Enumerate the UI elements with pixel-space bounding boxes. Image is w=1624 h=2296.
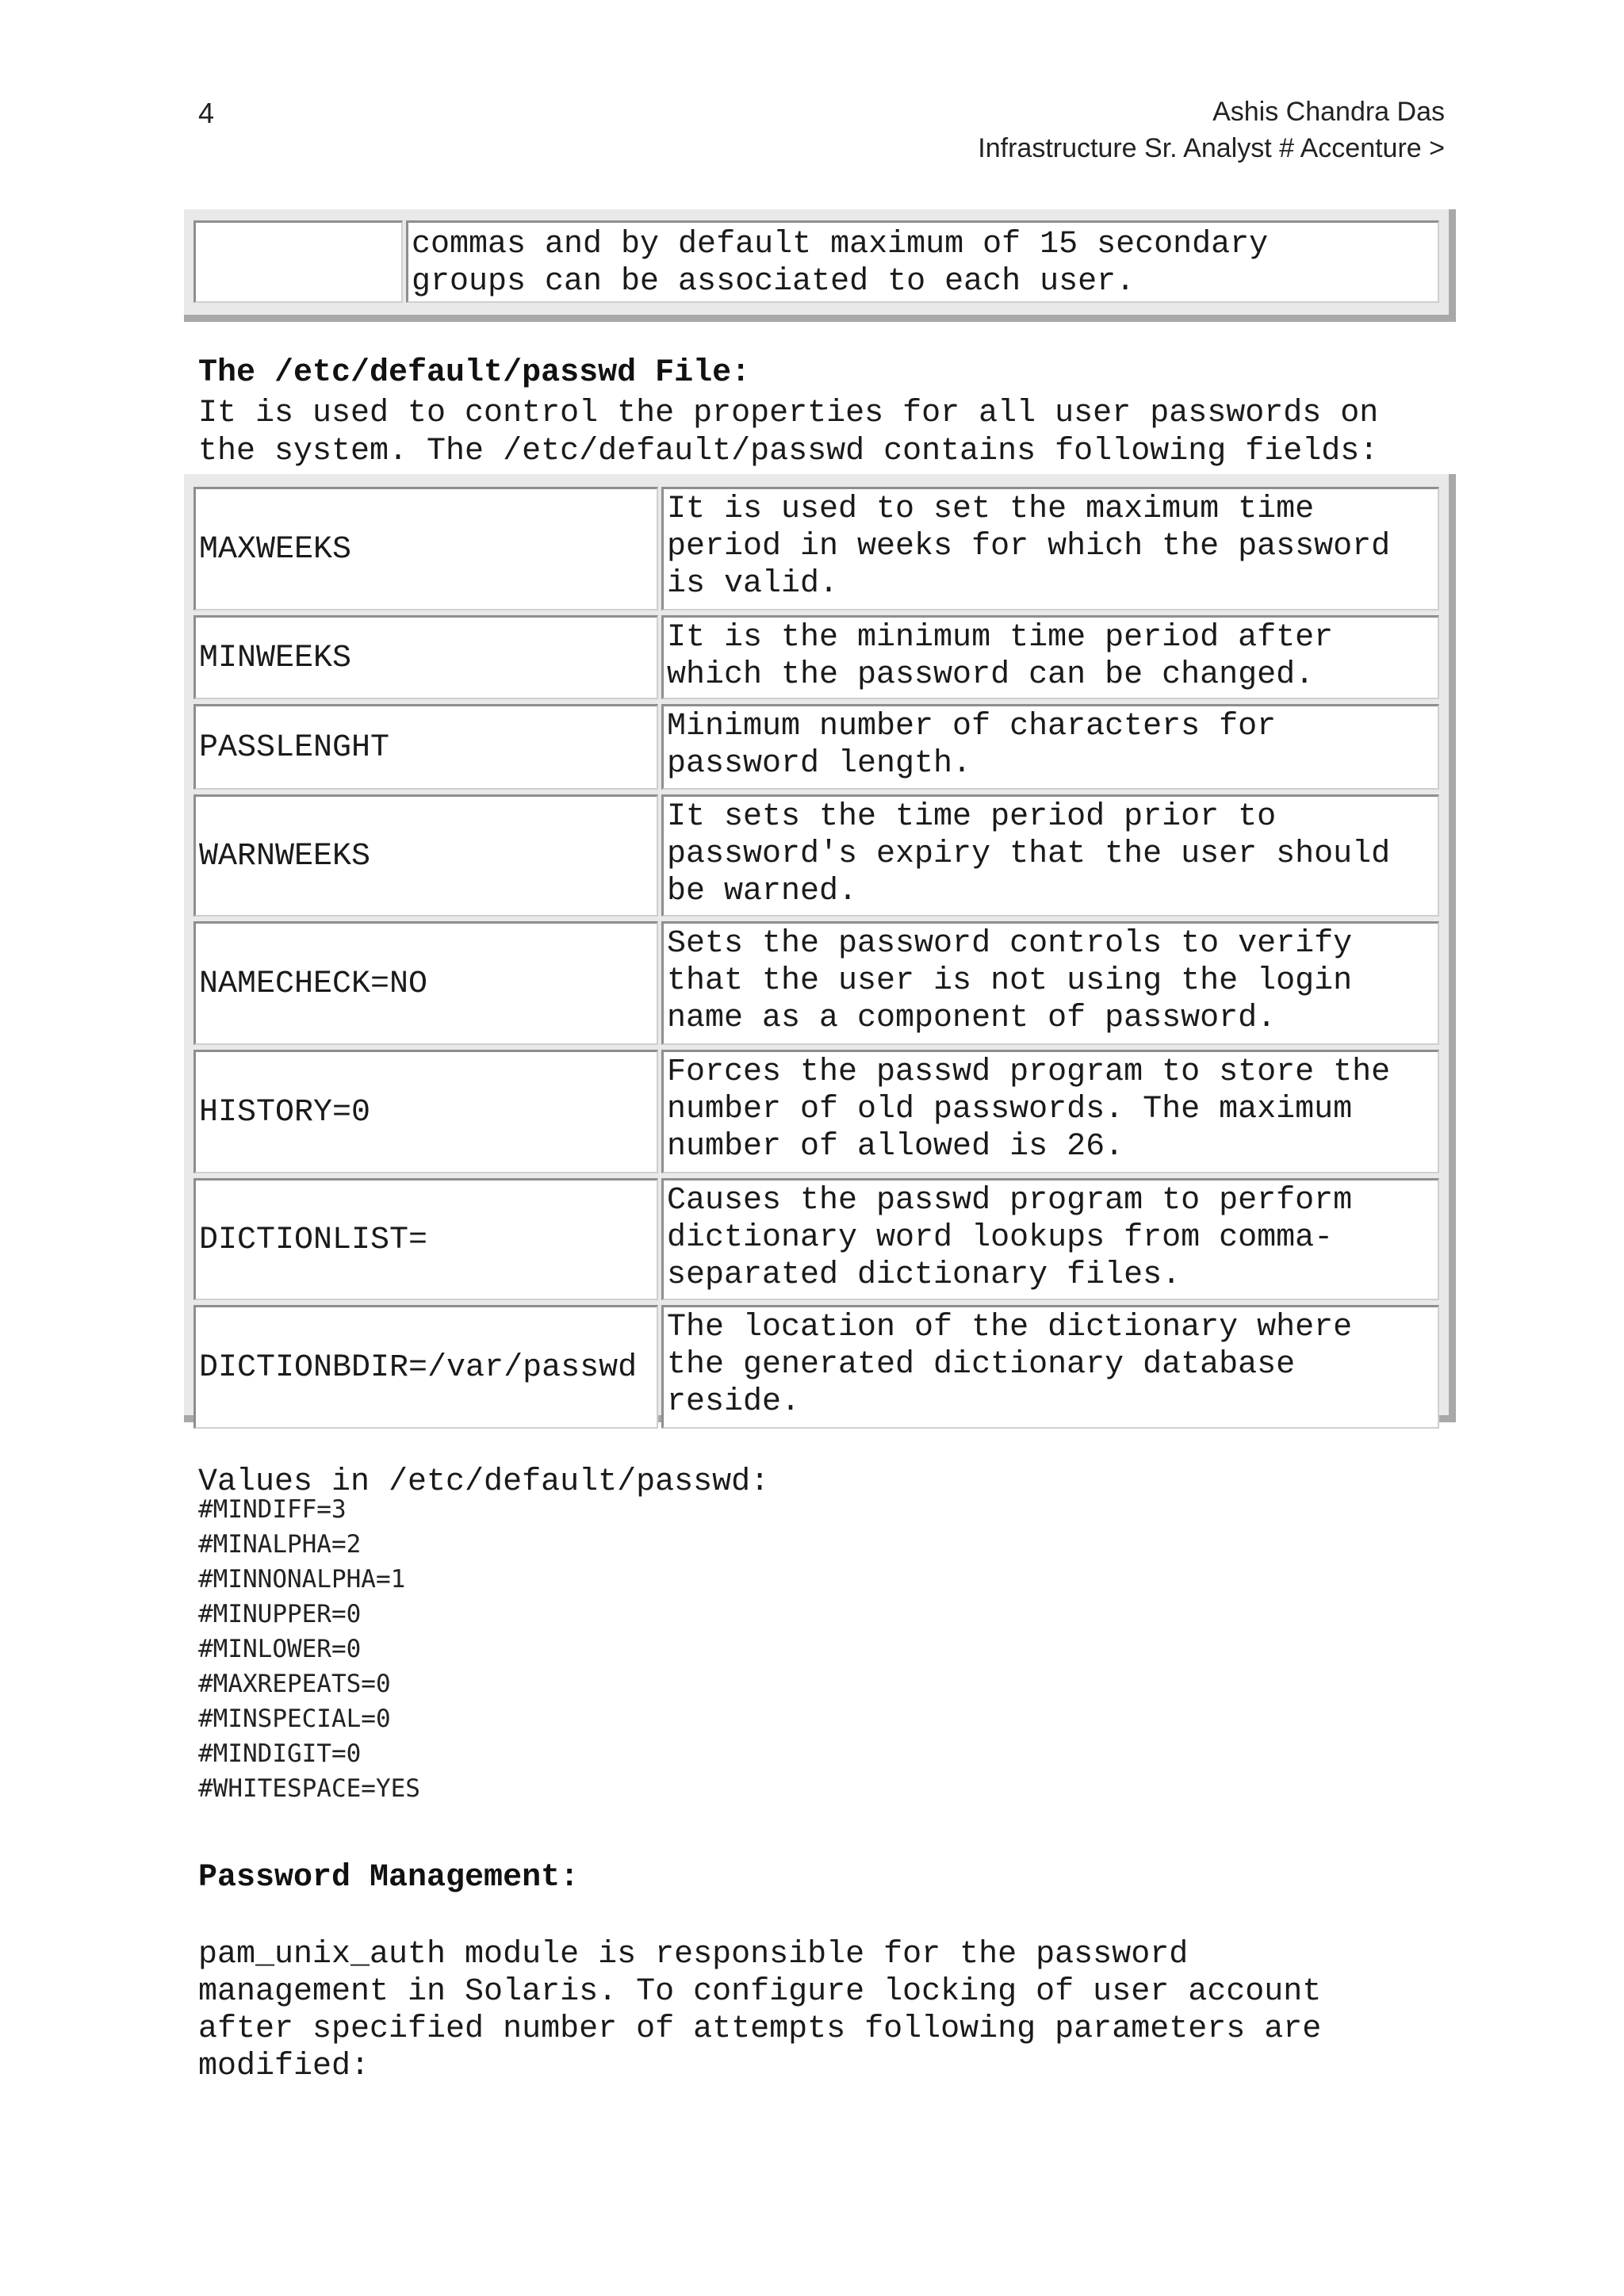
field-description-line: name as a component of password.: [667, 1001, 1277, 1036]
field-description-line: It is used to set the maximum time: [667, 492, 1315, 527]
field-description-line: password's expiry that the user should: [667, 836, 1391, 872]
field-description-line: Sets the password controls to verify: [667, 926, 1353, 962]
field-description-line: Forces the passwd program to store the: [667, 1054, 1391, 1090]
field-name-cell: [193, 487, 658, 610]
field-description-line: which the password can be changed.: [667, 657, 1315, 693]
config-value-line: #MINALPHA=2: [198, 1530, 362, 1559]
continued-table-desc-cell: [406, 220, 1439, 303]
field-description-cell: [661, 487, 1439, 610]
config-value-line: #WHITESPACE=YES: [198, 1774, 420, 1803]
field-name-cell: [193, 1178, 658, 1300]
field-name: DICTIONLIST=: [199, 1222, 428, 1258]
field-name: DICTIONBDIR=/var/passwd: [199, 1349, 638, 1386]
continued-line: groups can be associated to each user.: [412, 264, 1136, 300]
page-number: 4: [198, 97, 215, 129]
field-description-cell: [661, 1178, 1439, 1300]
field-description-cell: [661, 1050, 1439, 1173]
field-description-line: number of old passwords. The maximum: [667, 1092, 1353, 1127]
field-description-line: the generated dictionary database: [667, 1347, 1296, 1383]
field-description-line: that the user is not using the login: [667, 963, 1353, 999]
field-name-cell: [193, 615, 658, 699]
field-name-cell: [193, 704, 658, 790]
field-name: HISTORY=0: [199, 1094, 371, 1131]
continued-table-empty-cell: [193, 220, 403, 303]
continued-table: [184, 209, 1456, 322]
field-description-line: Minimum number of characters for: [667, 709, 1277, 744]
body-line: after specified number of attempts following parameters are: [198, 2011, 1322, 2047]
field-description-line: is valid.: [667, 566, 839, 602]
body-line: modified:: [198, 2049, 370, 2084]
field-description-line: Causes the passwd program to perform: [667, 1183, 1353, 1219]
field-description-cell: [661, 794, 1439, 916]
config-value-line: #MINDIGIT=0: [198, 1739, 362, 1768]
field-name-cell: [193, 794, 658, 916]
field-description-line: password length.: [667, 746, 972, 782]
field-name-cell: [193, 921, 658, 1045]
field-name-cell: [193, 1305, 658, 1429]
header-role: Infrastructure Sr. Analyst # Accenture >: [978, 133, 1445, 163]
field-description-line: be warned.: [667, 874, 858, 909]
body-line: management in Solaris. To configure locking of user account: [198, 1974, 1322, 2010]
section-heading-password-management: Password Management:: [198, 1860, 580, 1896]
config-value-line: #MINLOWER=0: [198, 1635, 362, 1663]
intro-line: the system. The /etc/default/passwd contains following fields:: [198, 434, 1379, 469]
config-value-line: #MINUPPER=0: [198, 1600, 362, 1628]
values-label: Values in /etc/default/passwd:: [198, 1464, 770, 1500]
config-value-line: #MINSPECIAL=0: [198, 1705, 391, 1733]
continued-line: commas and by default maximum of 15 secondary: [412, 227, 1269, 262]
field-name: MINWEEKS: [199, 640, 352, 676]
field-name: NAMECHECK=NO: [199, 966, 428, 1002]
field-description-line: reside.: [667, 1384, 801, 1420]
fields-table: [184, 474, 1456, 1422]
field-description-cell: [661, 615, 1439, 699]
config-value-line: #MINNONALPHA=1: [198, 1565, 406, 1594]
config-value-line: #MINDIFF=3: [198, 1495, 347, 1524]
field-description-line: It sets the time period prior to: [667, 799, 1277, 835]
field-description-line: It is the minimum time period after: [667, 620, 1334, 656]
field-description-line: period in weeks for which the password: [667, 529, 1391, 564]
field-description-cell: [661, 1305, 1439, 1429]
intro-line: It is used to control the properties for all user passwords on: [198, 396, 1379, 431]
header-author: Ashis Chandra Das: [1212, 97, 1445, 127]
section-heading-passwd-file: The /etc/default/passwd File:: [198, 355, 751, 391]
field-name: PASSLENGHT: [199, 729, 390, 766]
field-name-cell: [193, 1050, 658, 1173]
field-description-cell: [661, 921, 1439, 1045]
field-description-line: The location of the dictionary where: [667, 1310, 1353, 1345]
field-name: WARNWEEKS: [199, 838, 371, 874]
field-name: MAXWEEKS: [199, 531, 352, 568]
field-description-line: separated dictionary files.: [667, 1257, 1182, 1293]
field-description-line: dictionary word lookups from comma-: [667, 1220, 1334, 1256]
config-value-line: #MAXREPEATS=0: [198, 1670, 391, 1698]
body-line: pam_unix_auth module is responsible for the password: [198, 1937, 1189, 1973]
field-description-cell: [661, 704, 1439, 790]
field-description-line: number of allowed is 26.: [667, 1129, 1124, 1165]
